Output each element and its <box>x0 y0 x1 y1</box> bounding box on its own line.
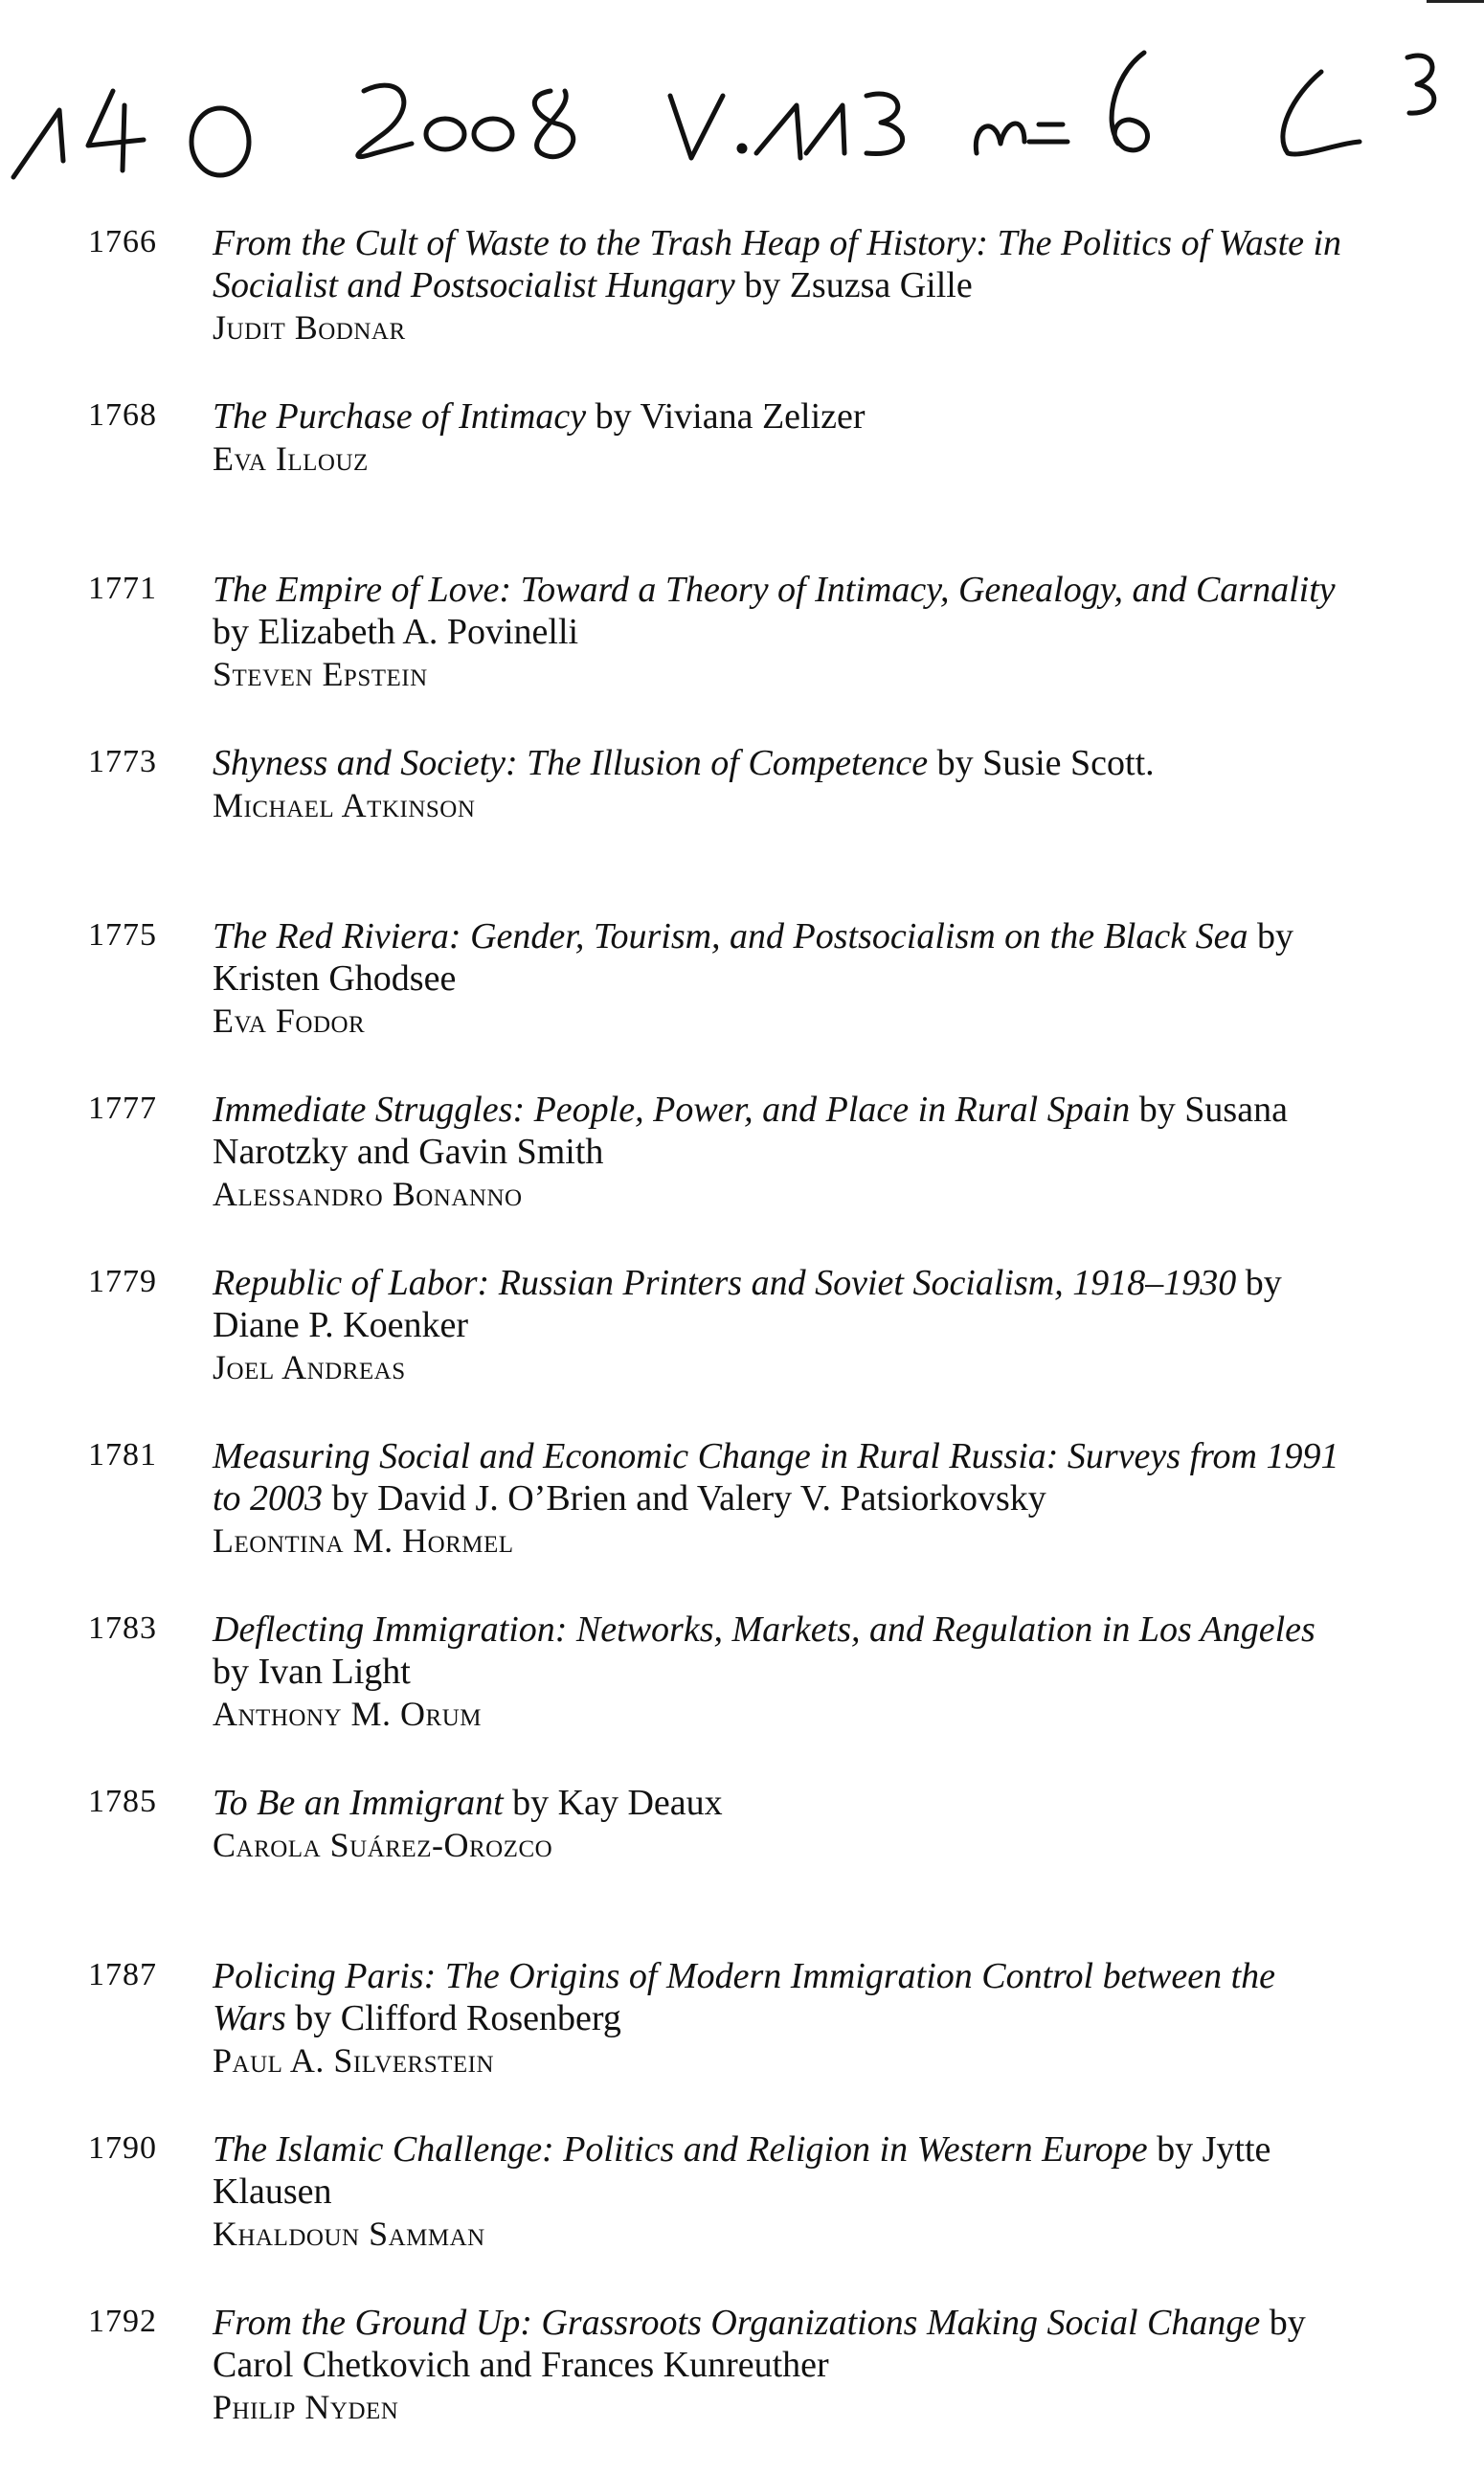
reviewer-name: Michael Atkinson <box>213 786 476 824</box>
book-title: Immediate Struggles: People, Power, and Place in Rural Spain <box>213 1090 1131 1130</box>
list-item <box>0 1435 1484 1609</box>
book-author: by Susie Scott. <box>928 743 1155 783</box>
list-item <box>0 915 1484 1089</box>
handwritten-call-number <box>0 0 1484 191</box>
page-number: 1766 <box>88 224 157 259</box>
reviewer-name: Khaldoun Samman <box>213 2215 485 2253</box>
reviewer-name: Anthony M. Orum <box>213 1695 483 1733</box>
entry-body <box>213 1609 1352 1735</box>
reviewer-name: Joel Andreas <box>213 1348 406 1386</box>
entry-body <box>213 569 1352 695</box>
page-number: 1775 <box>88 917 157 953</box>
review-list <box>0 222 1484 2475</box>
reviewer-name: Carola Suárez-Orozco <box>213 1826 553 1864</box>
page-number: 1790 <box>88 2130 157 2166</box>
book-author: by Carol Chetkovich and Frances Kunreuther <box>213 2303 1306 2385</box>
page-number: 1783 <box>88 1610 157 1646</box>
book-author: by Kay Deaux <box>503 1783 723 1823</box>
list-item <box>0 395 1484 569</box>
list-item <box>0 569 1484 742</box>
list-item <box>0 742 1484 915</box>
entry-body <box>213 1262 1352 1388</box>
book-title: Policing Paris: The Origins of Modern Immigration Control between the Wars <box>213 1956 1276 2038</box>
book-author: by Clifford Rosenberg <box>285 1998 621 2038</box>
page-number: 1777 <box>88 1091 157 1126</box>
list-item <box>0 2128 1484 2302</box>
reviewer-name: Alessandro Bonanno <box>213 1175 523 1213</box>
entry-body <box>213 915 1352 1042</box>
reviewer-name: Leontina M. Hormel <box>213 1521 514 1560</box>
book-author: by Elizabeth A. Povinelli <box>213 612 579 652</box>
entry-body <box>213 222 1352 349</box>
book-title: Deflecting Immigration: Networks, Markets, and Regulation in Los Angeles <box>213 1609 1315 1650</box>
entry-body <box>213 742 1352 826</box>
list-item <box>0 1262 1484 1435</box>
book-author: by Diane P. Koenker <box>213 1263 1282 1345</box>
entry-body <box>213 1955 1352 2081</box>
book-title: The Empire of Love: Toward a Theory of Intimacy, Genealogy, and Carnality <box>213 570 1336 610</box>
page-number: 1785 <box>88 1784 157 1819</box>
entry-body <box>213 395 1352 480</box>
list-item <box>0 2302 1484 2475</box>
reviewer-name: Paul A. Silverstein <box>213 2041 495 2080</box>
list-item <box>0 1955 1484 2128</box>
book-title: The Red Riviera: Gender, Tourism, and Postsocialism on the Black Sea <box>213 916 1248 956</box>
page-number: 1771 <box>88 571 157 606</box>
book-author: by David J. O’Brien and Valery V. Patsiorkovsky <box>323 1478 1046 1519</box>
entry-body <box>213 1435 1352 1562</box>
book-title: To Be an Immigrant <box>213 1783 504 1823</box>
page-number: 1773 <box>88 744 157 779</box>
page-number: 1781 <box>88 1437 157 1473</box>
entry-body <box>213 1782 1352 1866</box>
corner-mark <box>1427 0 1484 3</box>
list-item <box>0 1782 1484 1955</box>
book-author: by Jytte Klausen <box>213 2129 1271 2212</box>
book-title: Measuring Social and Economic Change in Rural Russia: Surveys from 1991 to 2003 <box>213 1436 1339 1519</box>
list-item <box>0 1089 1484 1262</box>
reviewer-name: Judit Bodnar <box>213 308 406 347</box>
page-number: 1787 <box>88 1957 157 1992</box>
entry-body <box>213 2128 1352 2255</box>
book-title: The Purchase of Intimacy <box>213 396 587 437</box>
list-item <box>0 1609 1484 1782</box>
reviewer-name: Philip Nyden <box>213 2388 399 2426</box>
book-author: by Kristen Ghodsee <box>213 916 1293 999</box>
reviewer-name: Eva Fodor <box>213 1001 366 1040</box>
book-title: The Islamic Challenge: Politics and Religion in Western Europe <box>213 2129 1148 2170</box>
page-number: 1779 <box>88 1264 157 1299</box>
entry-body <box>213 2302 1352 2428</box>
page-number: 1792 <box>88 2304 157 2339</box>
book-title: Shyness and Society: The Illusion of Competence <box>213 743 929 783</box>
book-author: by Susana Narotzky and Gavin Smith <box>213 1090 1288 1172</box>
list-item <box>0 222 1484 395</box>
book-author: by Zsuzsa Gille <box>734 265 973 305</box>
book-author: by Ivan Light <box>213 1652 411 1692</box>
book-author: by Viviana Zelizer <box>586 396 866 437</box>
book-title: Republic of Labor: Russian Printers and Soviet Socialism, 1918–1930 <box>213 1263 1237 1303</box>
page-number: 1768 <box>88 397 157 433</box>
reviewer-name: Steven Epstein <box>213 655 428 693</box>
handwriting-drawing <box>0 0 1484 191</box>
book-title: From the Ground Up: Grassroots Organizations Making Social Change <box>213 2303 1261 2343</box>
reviewer-name: Eva Illouz <box>213 439 369 478</box>
entry-body <box>213 1089 1352 1215</box>
book-title: From the Cult of Waste to the Trash Heap of History: The Politics of Waste in Socialist and Postsocialist Hungary <box>213 223 1342 305</box>
